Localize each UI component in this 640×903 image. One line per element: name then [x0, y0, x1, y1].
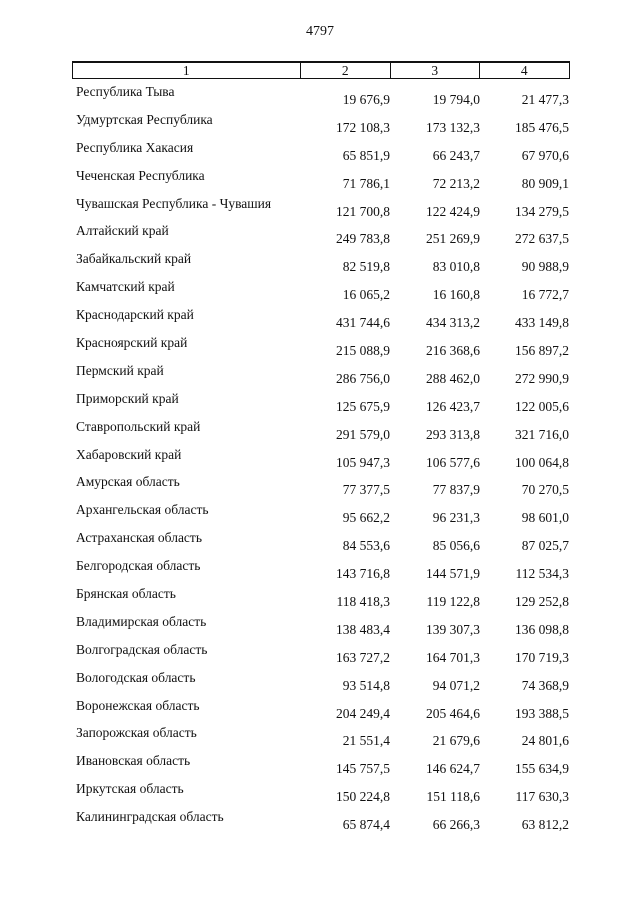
value-col-4: 170 719,3: [515, 649, 569, 665]
value-col-4: 100 064,8: [515, 454, 569, 470]
value-col-4: 433 149,8: [515, 315, 569, 331]
value-col-3: 16 160,8: [432, 287, 480, 303]
table-row: [0, 251, 640, 279]
table-row: [0, 279, 640, 307]
value-col-4: 112 534,3: [515, 566, 569, 582]
region-name: Астраханская область: [76, 530, 202, 546]
value-col-2: 121 700,8: [336, 203, 390, 219]
region-name: Приморский край: [76, 390, 179, 406]
value-col-4: 74 368,9: [521, 677, 569, 693]
column-header-table: [72, 61, 570, 79]
table-row: [0, 447, 640, 475]
value-col-3: 83 010,8: [432, 259, 480, 275]
region-name: Владимирская область: [76, 613, 207, 629]
column-header-4: 4: [479, 62, 570, 79]
region-name: Запорожская область: [76, 725, 197, 741]
value-col-3: 139 307,3: [426, 621, 480, 637]
region-name: Чеченская Республика: [76, 167, 205, 183]
value-col-4: 272 990,9: [515, 370, 569, 386]
value-col-3: 66 266,3: [432, 817, 480, 833]
value-col-2: 65 851,9: [342, 147, 390, 163]
table-row: [0, 474, 640, 502]
region-name: Архангельская область: [76, 502, 209, 518]
region-name: Иркутская область: [76, 781, 184, 797]
table-row: [0, 419, 640, 447]
value-col-3: 126 423,7: [426, 398, 480, 414]
region-name: Удмуртская Республика: [76, 111, 213, 127]
table-row: [0, 753, 640, 781]
table-row: [0, 642, 640, 670]
value-col-4: 155 634,9: [515, 761, 569, 777]
value-col-2: 71 786,1: [342, 175, 390, 191]
value-col-3: 205 464,6: [426, 705, 480, 721]
value-col-2: 65 874,4: [342, 817, 390, 833]
value-col-4: 16 772,7: [521, 287, 569, 303]
region-name: Воронежская область: [76, 697, 200, 713]
region-name: Амурская область: [76, 474, 180, 490]
table-row: [0, 363, 640, 391]
region-name: Ставропольский край: [76, 418, 201, 434]
value-col-3: 85 056,6: [432, 538, 480, 554]
value-col-2: 431 744,6: [336, 315, 390, 331]
region-name: Алтайский край: [76, 223, 169, 239]
value-col-2: 16 065,2: [342, 287, 390, 303]
value-col-3: 216 368,6: [426, 343, 480, 359]
value-col-4: 87 025,7: [521, 538, 569, 554]
value-col-4: 117 630,3: [515, 789, 569, 805]
value-col-3: 151 118,6: [426, 789, 480, 805]
table-row: [0, 698, 640, 726]
value-col-2: 125 675,9: [336, 398, 390, 414]
region-name: Ивановская область: [76, 753, 191, 769]
table-row: [0, 391, 640, 419]
value-col-4: 185 476,5: [515, 119, 569, 135]
value-col-2: 172 108,3: [336, 119, 390, 135]
value-col-2: 249 783,8: [336, 231, 390, 247]
value-col-4: 156 897,2: [515, 343, 569, 359]
table-row: [0, 781, 640, 809]
table-row: [0, 168, 640, 196]
value-col-2: 150 224,8: [336, 789, 390, 805]
value-col-3: 66 243,7: [432, 147, 480, 163]
table-row: [0, 725, 640, 753]
value-col-3: 164 701,3: [426, 649, 480, 665]
table-row: [0, 196, 640, 224]
value-col-4: 70 270,5: [521, 482, 569, 498]
table-row: [0, 809, 640, 837]
value-col-3: 144 571,9: [426, 566, 480, 582]
value-col-2: 21 551,4: [342, 733, 390, 749]
value-col-2: 145 757,5: [336, 761, 390, 777]
value-col-2: 204 249,4: [336, 705, 390, 721]
value-col-2: 82 519,8: [342, 259, 390, 275]
value-col-4: 90 988,9: [521, 259, 569, 275]
table-row: [0, 307, 640, 335]
value-col-3: 96 231,3: [432, 510, 480, 526]
value-col-4: 134 279,5: [515, 203, 569, 219]
table-row: [0, 670, 640, 698]
value-col-3: 77 837,9: [432, 482, 480, 498]
value-col-4: 136 098,8: [515, 621, 569, 637]
table-row: [0, 530, 640, 558]
region-name: Красноярский край: [76, 335, 188, 351]
value-col-4: 98 601,0: [521, 510, 569, 526]
value-col-4: 321 716,0: [515, 426, 569, 442]
value-col-2: 93 514,8: [342, 677, 390, 693]
value-col-3: 21 679,6: [432, 733, 480, 749]
table-row: [0, 223, 640, 251]
value-col-4: 272 637,5: [515, 231, 569, 247]
value-col-3: 94 071,2: [432, 677, 480, 693]
value-col-3: 106 577,6: [426, 454, 480, 470]
table-row: [0, 112, 640, 140]
value-col-2: 19 676,9: [342, 92, 390, 107]
region-name: Калининградская область: [76, 809, 224, 825]
table-row: [0, 586, 640, 614]
region-name: Пермский край: [76, 362, 164, 378]
value-col-3: 119 122,8: [426, 594, 480, 610]
value-col-2: 291 579,0: [336, 426, 390, 442]
region-name: Вологодская область: [76, 669, 196, 685]
table-row: [0, 614, 640, 642]
value-col-2: 163 727,2: [336, 649, 390, 665]
region-name: Хабаровский край: [76, 446, 182, 462]
region-name: Забайкальский край: [76, 251, 192, 267]
region-name: Чувашская Республика - Чувашия: [76, 195, 272, 211]
value-col-4: 193 388,5: [515, 705, 569, 721]
table-row: [0, 140, 640, 168]
value-col-2: 143 716,8: [336, 566, 390, 582]
table-row: [0, 558, 640, 586]
value-col-4: 129 252,8: [515, 594, 569, 610]
region-name: Белгородская область: [76, 558, 201, 574]
value-col-4: 67 970,6: [521, 147, 569, 163]
value-col-2: 77 377,5: [342, 482, 390, 498]
value-col-4: 21 477,3: [521, 92, 569, 107]
value-col-2: 138 483,4: [336, 621, 390, 637]
value-col-2: 95 662,2: [342, 510, 390, 526]
value-col-3: 19 794,0: [432, 92, 480, 107]
value-col-4: 80 909,1: [521, 175, 569, 191]
table-row: [0, 502, 640, 530]
region-name: Волгоградская область: [76, 641, 208, 657]
page-number: 4797: [306, 24, 334, 39]
value-col-3: 72 213,2: [432, 175, 480, 191]
value-col-2: 215 088,9: [336, 343, 390, 359]
value-col-2: 105 947,3: [336, 454, 390, 470]
value-col-3: 173 132,3: [426, 119, 480, 135]
value-col-4: 63 812,2: [521, 817, 569, 833]
value-col-4: 122 005,6: [515, 398, 569, 414]
region-name: Камчатский край: [76, 279, 175, 295]
value-col-2: 84 553,6: [342, 538, 390, 554]
region-name: Республика Тыва: [76, 84, 175, 99]
value-col-3: 288 462,0: [426, 370, 480, 386]
column-header-row: [73, 62, 570, 79]
region-name: Республика Хакасия: [76, 139, 194, 155]
value-col-2: 118 418,3: [336, 594, 390, 610]
value-col-3: 251 269,9: [426, 231, 480, 247]
table-body: [0, 84, 640, 837]
value-col-3: 122 424,9: [426, 203, 480, 219]
value-col-3: 293 313,8: [426, 426, 480, 442]
column-header-2: 2: [300, 62, 390, 79]
region-name: Брянская область: [76, 586, 176, 602]
region-name: Краснодарский край: [76, 307, 194, 323]
value-col-3: 434 313,2: [426, 315, 480, 331]
table-row: [0, 335, 640, 363]
value-col-3: 146 624,7: [426, 761, 480, 777]
value-col-4: 24 801,6: [521, 733, 569, 749]
column-header-3: 3: [391, 62, 479, 79]
value-col-2: 286 756,0: [336, 370, 390, 386]
table-row: [0, 84, 640, 112]
column-header-1: 1: [73, 62, 301, 79]
